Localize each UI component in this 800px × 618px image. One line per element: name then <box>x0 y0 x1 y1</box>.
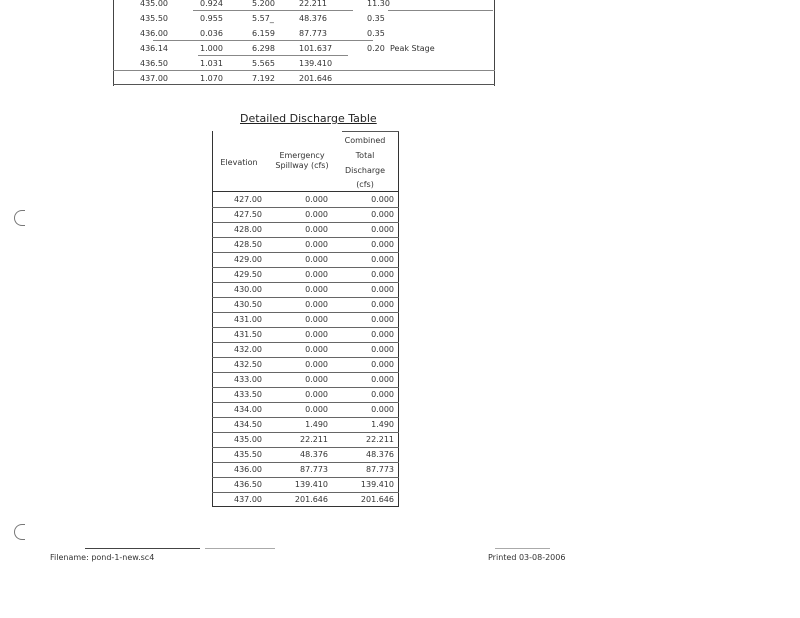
table-row <box>113 72 495 87</box>
elevation-cell: 435.00 <box>234 435 262 444</box>
spillway-cell: 1.490 <box>305 420 328 429</box>
value-cell: 0.35 <box>367 14 385 23</box>
elevation-cell: 433.00 <box>234 375 262 384</box>
table-row <box>212 223 399 238</box>
row-divider <box>212 477 399 478</box>
detailed-discharge-table-title: Detailed Discharge Table <box>240 112 377 125</box>
elevation-cell: 437.00 <box>234 495 262 504</box>
value-cell: 1.000 <box>200 44 223 53</box>
elevation-cell: 436.50 <box>234 480 262 489</box>
table-row <box>212 433 399 448</box>
footer-rule <box>495 548 550 549</box>
combined-cell: 0.000 <box>371 225 394 234</box>
combined-cell: 0.000 <box>371 270 394 279</box>
row-divider <box>212 432 399 433</box>
elevation-cell: 427.50 <box>234 210 262 219</box>
combined-cell: 0.000 <box>371 315 394 324</box>
table-row <box>212 448 399 463</box>
spillway-cell: 0.000 <box>305 405 328 414</box>
table-row <box>113 0 495 12</box>
row-divider <box>212 312 399 313</box>
combined-cell: 22.211 <box>366 435 394 444</box>
table-row <box>212 238 399 253</box>
header-combined: Combined <box>344 136 386 145</box>
elevation-cell: 436.14 <box>140 44 168 53</box>
spillway-cell: 139.410 <box>294 480 328 489</box>
value-cell: 87.773 <box>299 29 327 38</box>
elevation-cell: 434.00 <box>234 405 262 414</box>
elevation-cell: 436.50 <box>140 59 168 68</box>
spillway-cell: 0.000 <box>305 315 328 324</box>
value-cell: 0.924 <box>200 0 223 8</box>
hole-punch-mark <box>14 210 25 226</box>
value-cell: 1.070 <box>200 74 223 83</box>
value-cell: 0.955 <box>200 14 223 23</box>
elevation-cell: 432.00 <box>234 345 262 354</box>
table-row <box>212 298 399 313</box>
combined-cell: 0.000 <box>371 240 394 249</box>
elevation-cell: 434.50 <box>234 420 262 429</box>
value-cell: 0.20 <box>367 44 385 53</box>
table-row <box>212 208 399 223</box>
combined-cell: 0.000 <box>371 255 394 264</box>
elevation-cell: 432.50 <box>234 360 262 369</box>
combined-cell: 48.376 <box>366 450 394 459</box>
combined-cell: 87.773 <box>366 465 394 474</box>
header-emergency: Emergency <box>279 151 325 160</box>
detailed-discharge-table <box>212 131 399 507</box>
spillway-cell: 0.000 <box>305 390 328 399</box>
spillway-cell: 0.000 <box>305 345 328 354</box>
spillway-cell: 0.000 <box>305 360 328 369</box>
elevation-cell: 437.00 <box>140 74 168 83</box>
note-cell: Peak Stage <box>390 44 435 53</box>
table-row <box>212 358 399 373</box>
row-divider <box>212 372 399 373</box>
spillway-cell: 0.000 <box>305 330 328 339</box>
table-row <box>212 478 399 493</box>
spillway-cell: 0.000 <box>305 255 328 264</box>
table-row <box>212 193 399 208</box>
row-divider <box>212 327 399 328</box>
hole-punch-mark <box>14 524 25 540</box>
elevation-cell: 429.50 <box>234 270 262 279</box>
value-cell: 5.57_ <box>252 14 274 23</box>
row-divider <box>212 417 399 418</box>
spillway-cell: 48.376 <box>300 450 328 459</box>
table-row <box>212 463 399 478</box>
spillway-cell: 87.773 <box>300 465 328 474</box>
combined-cell: 0.000 <box>371 330 394 339</box>
value-cell: 5.200 <box>252 0 275 8</box>
value-cell: 7.192 <box>252 74 275 83</box>
combined-cell: 0.000 <box>371 300 394 309</box>
combined-cell: 0.000 <box>371 360 394 369</box>
value-cell: 201.646 <box>299 74 333 83</box>
table-row <box>212 343 399 358</box>
elevation-cell: 429.00 <box>234 255 262 264</box>
elevation-cell: 436.00 <box>140 29 168 38</box>
row-divider <box>212 447 399 448</box>
spillway-cell: 0.000 <box>305 285 328 294</box>
row-divider <box>212 267 399 268</box>
table-row <box>212 418 399 433</box>
table-row <box>212 253 399 268</box>
table-row <box>212 403 399 418</box>
elevation-cell: 435.50 <box>140 14 168 23</box>
elevation-cell: 435.00 <box>140 0 168 8</box>
row-divider <box>212 387 399 388</box>
table-top-border <box>342 131 399 132</box>
header-total: Total <box>355 151 375 160</box>
table-row <box>212 373 399 388</box>
value-cell: 0.35 <box>367 29 385 38</box>
elevation-cell: 435.50 <box>234 450 262 459</box>
table-row <box>212 328 399 343</box>
table-row <box>212 493 399 508</box>
elevation-cell: 428.50 <box>234 240 262 249</box>
elevation-cell: 430.50 <box>234 300 262 309</box>
value-cell: 11.30 <box>367 0 390 8</box>
footer-filename: Filename: pond-1-new.sc4 <box>50 553 155 562</box>
value-cell: 5.565 <box>252 59 275 68</box>
combined-cell: 201.646 <box>360 495 394 504</box>
value-cell: 0.036 <box>200 29 223 38</box>
spillway-cell: 0.000 <box>305 210 328 219</box>
spillway-cell: 22.211 <box>300 435 328 444</box>
elevation-cell: 430.00 <box>234 285 262 294</box>
footer-rule <box>205 548 275 549</box>
row-divider <box>212 282 399 283</box>
combined-cell: 0.000 <box>371 210 394 219</box>
combined-cell: 0.000 <box>371 390 394 399</box>
row-divider <box>212 462 399 463</box>
elevation-cell: 436.00 <box>234 465 262 474</box>
header-cfs: (cfs) <box>356 180 374 189</box>
value-cell: 139.410 <box>299 59 333 68</box>
combined-cell: 139.410 <box>360 480 394 489</box>
header-discharge: Discharge <box>344 166 386 175</box>
spillway-cell: 0.000 <box>305 225 328 234</box>
top-summary-table <box>113 0 495 86</box>
elevation-cell: 431.00 <box>234 315 262 324</box>
row-divider <box>212 402 399 403</box>
table-row <box>113 42 495 57</box>
value-cell: 6.298 <box>252 44 275 53</box>
row-divider <box>212 342 399 343</box>
header-spillway-cfs: Spillway (cfs) <box>275 161 329 170</box>
row-divider <box>212 492 399 493</box>
table-row <box>113 57 495 72</box>
value-cell: 101.637 <box>299 44 333 53</box>
elevation-cell: 427.00 <box>234 195 262 204</box>
footer-printed-date: Printed 03-08-2006 <box>488 553 566 562</box>
spillway-cell: 0.000 <box>305 375 328 384</box>
combined-cell: 0.000 <box>371 285 394 294</box>
value-cell: 1.031 <box>200 59 223 68</box>
spillway-cell: 201.646 <box>294 495 328 504</box>
elevation-cell: 428.00 <box>234 225 262 234</box>
row-divider <box>212 237 399 238</box>
row-divider <box>212 357 399 358</box>
table-row <box>113 27 495 42</box>
row-divider <box>212 222 399 223</box>
combined-cell: 0.000 <box>371 345 394 354</box>
table-row <box>212 283 399 298</box>
row-divider <box>212 297 399 298</box>
spillway-cell: 0.000 <box>305 300 328 309</box>
table-row <box>212 313 399 328</box>
table-row <box>212 268 399 283</box>
spillway-cell: 0.000 <box>305 240 328 249</box>
footer-rule <box>85 548 200 549</box>
combined-cell: 0.000 <box>371 375 394 384</box>
value-cell: 6.159 <box>252 29 275 38</box>
spillway-cell: 0.000 <box>305 195 328 204</box>
spillway-cell: 0.000 <box>305 270 328 279</box>
row-divider <box>212 207 399 208</box>
row-divider <box>212 252 399 253</box>
elevation-cell: 431.50 <box>234 330 262 339</box>
value-cell: 22.211 <box>299 0 327 8</box>
combined-cell: 0.000 <box>371 405 394 414</box>
table-row <box>212 388 399 403</box>
value-cell: 48.376 <box>299 14 327 23</box>
combined-cell: 0.000 <box>371 195 394 204</box>
table-row <box>113 12 495 27</box>
elevation-cell: 433.50 <box>234 390 262 399</box>
header-elevation: Elevation <box>220 158 258 167</box>
combined-cell: 1.490 <box>371 420 394 429</box>
